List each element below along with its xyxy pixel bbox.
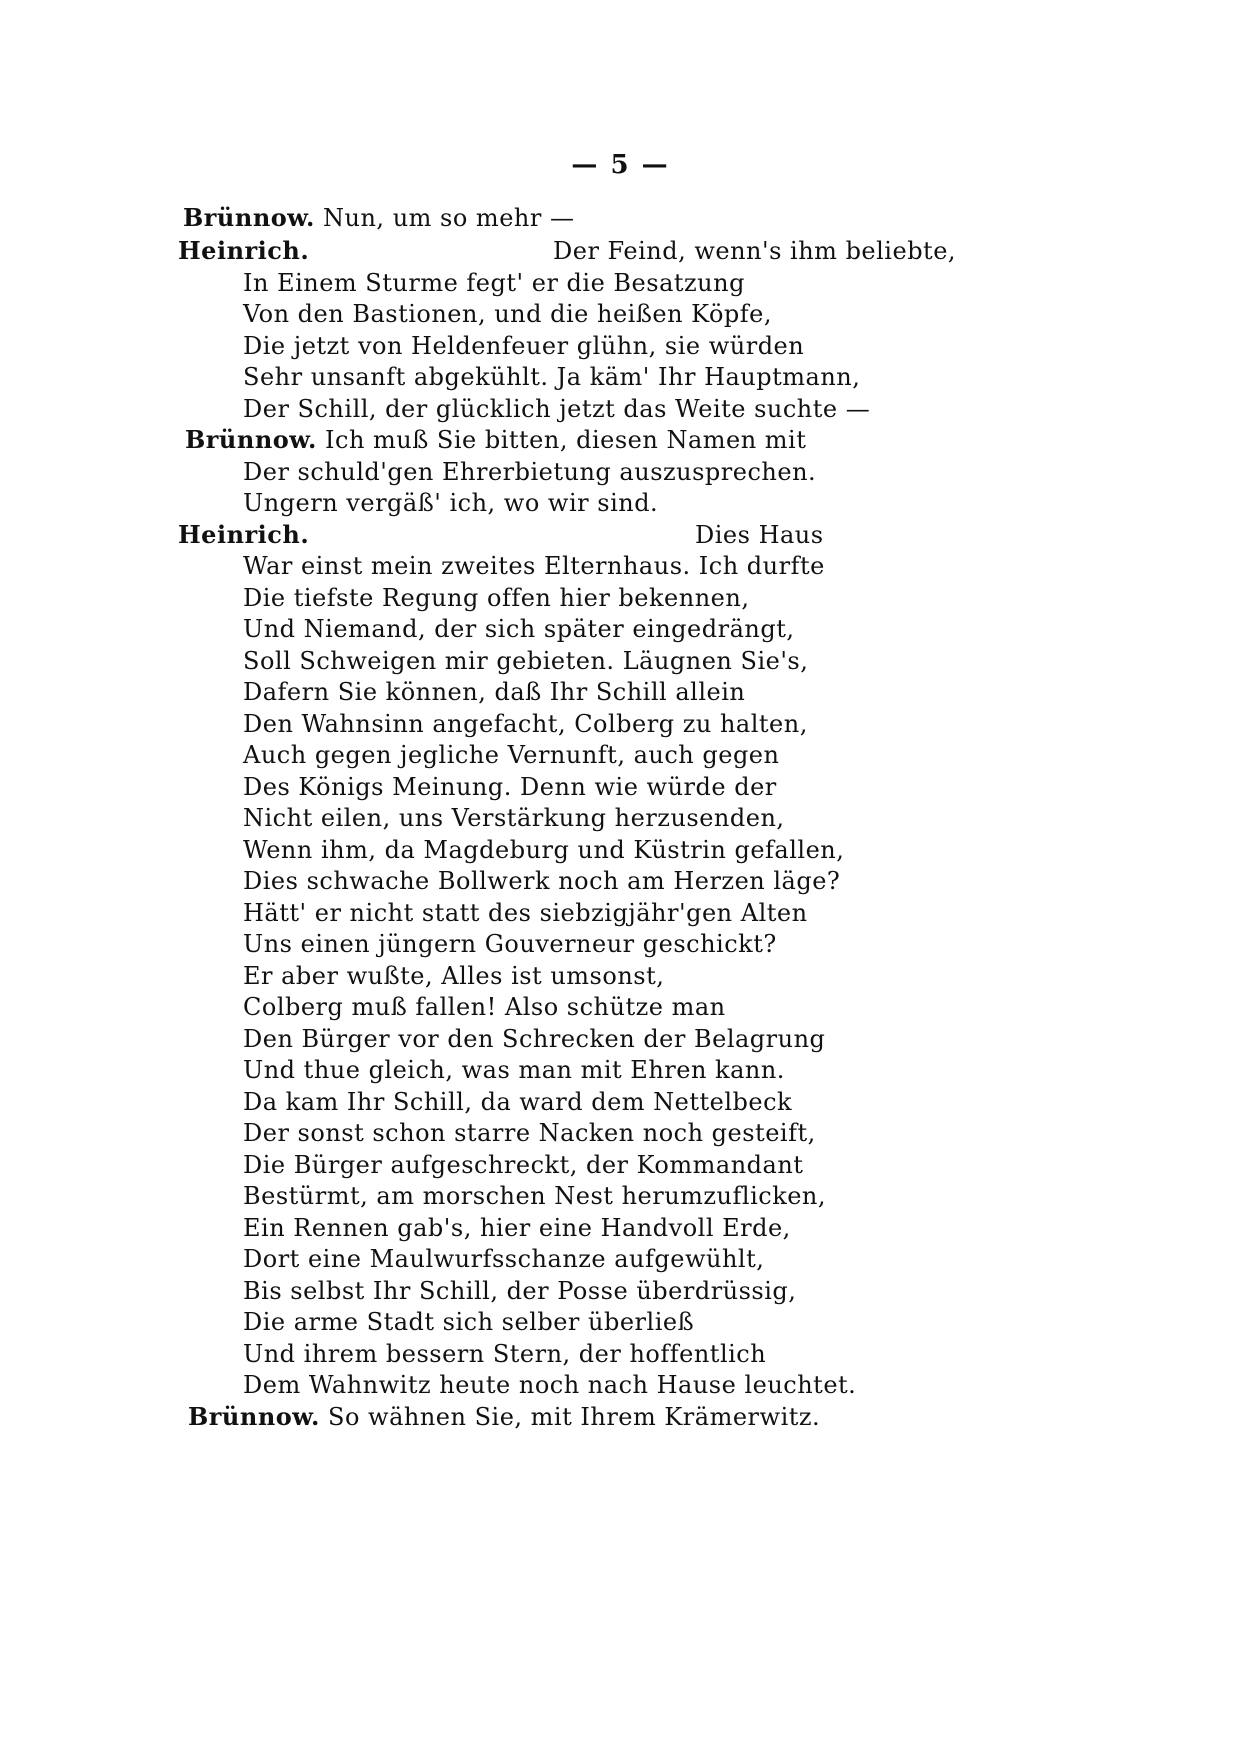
verse-line: Soll Schweigen mir gebieten. Läugnen Sie's, xyxy=(243,647,809,675)
verse-line: Er aber wußte, Alles ist umsonst, xyxy=(243,962,665,990)
verse-line: Nicht eilen, uns Verstärkung herzusenden, xyxy=(243,804,785,832)
verse-line: Dort eine Maulwurfsschanze aufgewühlt, xyxy=(243,1245,765,1273)
speaker-name: Heinrich. xyxy=(178,236,310,265)
verse-line: Dies Haus xyxy=(695,521,824,549)
verse-line: Den Wahnsinn angefacht, Colberg zu halten, xyxy=(243,710,808,738)
verse-line: Des Königs Meinung. Denn wie würde der xyxy=(243,773,777,801)
verse-line: Die jetzt von Heldenfeuer glühn, sie würden xyxy=(243,332,805,360)
verse-line: Und thue gleich, was man mit Ehren kann. xyxy=(243,1056,785,1084)
verse-line: Auch gegen jegliche Vernunft, auch gegen xyxy=(243,741,780,769)
verse-line: Von den Bastionen, und die heißen Köpfe, xyxy=(243,300,772,328)
dialogue-line xyxy=(185,425,806,455)
verse-line: Der Feind, wenn's ihm beliebte, xyxy=(553,237,957,265)
speaker-name: Brünnow. xyxy=(188,1402,320,1431)
verse-line: Hätt' er nicht statt des siebzigjähr'gen Alten xyxy=(243,899,808,927)
verse-line: Und Niemand, der sich später eingedrängt, xyxy=(243,615,795,643)
line-text: Ich muß Sie bitten, diesen Namen mit xyxy=(316,426,807,454)
verse-line: Dafern Sie können, daß Ihr Schill allein xyxy=(243,678,746,706)
verse-line: Und ihrem bessern Stern, der hoffentlich xyxy=(243,1340,767,1368)
verse-line: War einst mein zweites Elternhaus. Ich durfte xyxy=(243,552,825,580)
verse-line: Die Bürger aufgeschreckt, der Kommandant xyxy=(243,1151,804,1179)
speaker-name: Heinrich. xyxy=(178,520,310,549)
verse-line: Die tiefste Regung offen hier bekennen, xyxy=(243,584,750,612)
speaker-name: Brünnow. xyxy=(183,203,315,232)
verse-line: Uns einen jüngern Gouverneur geschickt? xyxy=(243,930,777,958)
speaker-name: Brünnow. xyxy=(185,425,317,454)
verse-line: Bis selbst Ihr Schill, der Posse überdrüssig, xyxy=(243,1277,797,1305)
verse-line: Der schuld'gen Ehrerbietung auszusprechen. xyxy=(243,458,817,486)
verse-line: Sehr unsanft abgekühlt. Ja käm' Ihr Hauptmann, xyxy=(243,363,861,391)
verse-line: Da kam Ihr Schill, da ward dem Nettelbeck xyxy=(243,1088,793,1116)
line-text: Nun, um so mehr — xyxy=(314,204,575,232)
dialogue-line xyxy=(183,203,574,233)
verse-line: Dem Wahnwitz heute noch nach Hause leuchtet. xyxy=(243,1371,857,1399)
verse-line: Ungern vergäß' ich, wo wir sind. xyxy=(243,489,659,517)
verse-line: Bestürmt, am morschen Nest herumzuflicken, xyxy=(243,1182,827,1210)
verse-line: Der Schill, der glücklich jetzt das Weite suchte — xyxy=(243,395,871,423)
page-number: — 5 — xyxy=(571,150,670,180)
verse-line: In Einem Sturme fegt' er die Besatzung xyxy=(243,269,745,297)
verse-line: Wenn ihm, da Magdeburg und Küstrin gefallen, xyxy=(243,836,845,864)
verse-line: Der sonst schon starre Nacken noch gesteift, xyxy=(243,1119,816,1147)
line-text: So wähnen Sie, mit Ihrem Krämerwitz. xyxy=(319,1403,821,1431)
verse-line: Dies schwache Bollwerk noch am Herzen läge? xyxy=(243,867,841,895)
verse-line: Die arme Stadt sich selber überließ xyxy=(243,1308,695,1336)
dialogue-line xyxy=(188,1402,820,1432)
verse-line: Ein Rennen gab's, hier eine Handvoll Erde, xyxy=(243,1214,791,1242)
verse-line: Colberg muß fallen! Also schütze man xyxy=(243,993,726,1021)
verse-line: Den Bürger vor den Schrecken der Belagrung xyxy=(243,1025,826,1053)
